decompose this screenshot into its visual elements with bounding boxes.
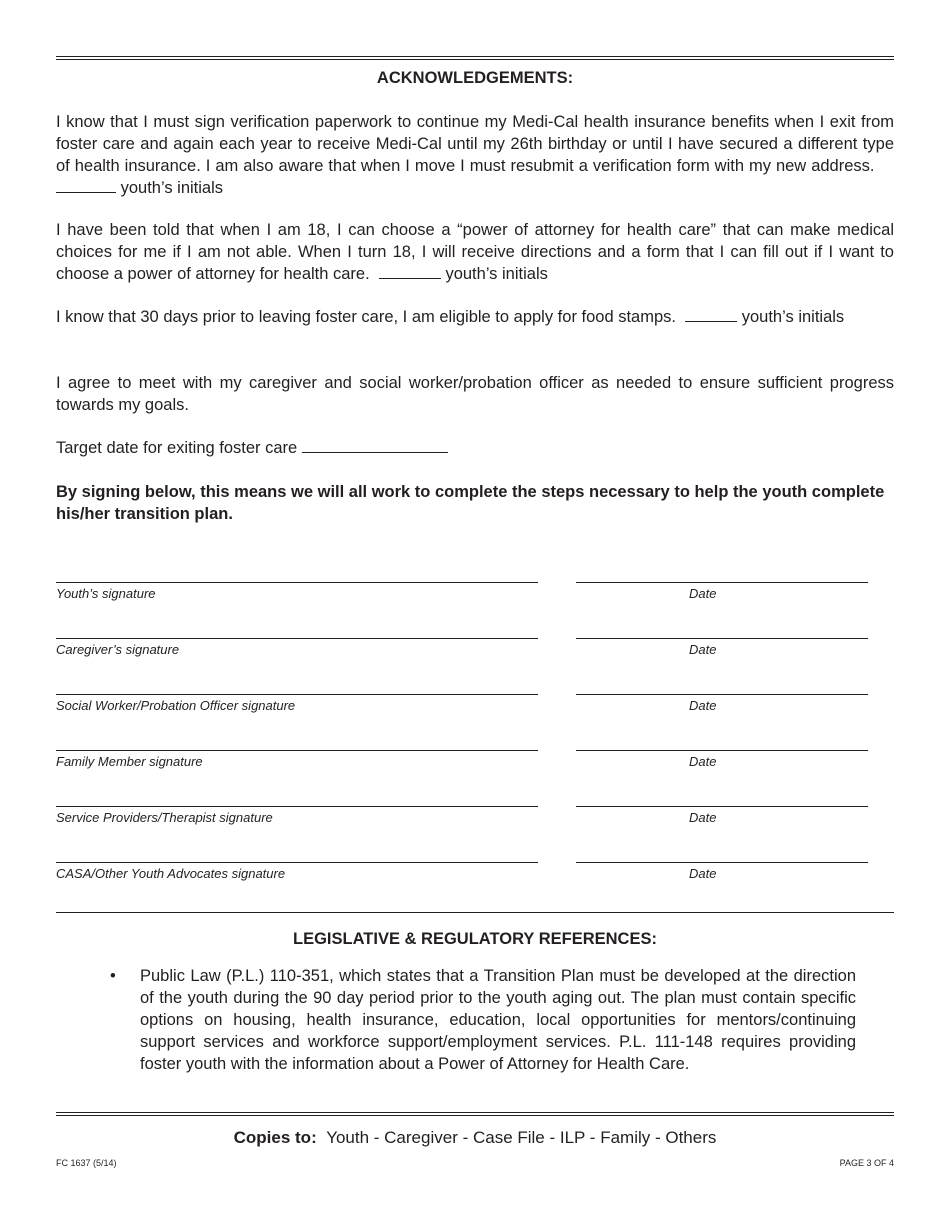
family-member-date-line[interactable] xyxy=(576,750,868,751)
medi-cal-text: I know that I must sign verification paperwork to continue my Medi-Cal health insurance benefits when I exit from foster care and again each year to receive Medi-Cal until my 26th birthday or until I have secured a different type of health insurance. I am also aware that when I move I must resubmit a verification form with my new address. xyxy=(56,113,894,175)
youth-signature-label: Youth’s signature xyxy=(56,586,156,601)
power-of-attorney-paragraph xyxy=(56,219,894,285)
service-provider-date-label: Date xyxy=(689,810,717,825)
casa-date-label: Date xyxy=(689,866,717,881)
family-member-date-label: Date xyxy=(689,754,717,769)
power-of-attorney-initials-blank[interactable] xyxy=(379,264,441,279)
family-member-signature-line[interactable] xyxy=(56,750,538,751)
social-worker-signature-label: Social Worker/Probation Officer signature xyxy=(56,698,296,713)
page-number: PAGE 3 OF 4 xyxy=(839,1158,894,1168)
signature-row-social-worker xyxy=(56,694,894,724)
youth-date-line[interactable] xyxy=(576,582,868,583)
bottom-double-rule xyxy=(56,1112,894,1116)
top-double-rule xyxy=(56,56,894,60)
signature-row-caregiver xyxy=(56,638,894,668)
caregiver-signature-line[interactable] xyxy=(56,638,538,639)
signature-row-service-provider xyxy=(56,806,894,836)
signature-row-casa xyxy=(56,862,894,892)
caregiver-date-line[interactable] xyxy=(576,638,868,639)
signature-row-family-member xyxy=(56,750,894,780)
service-provider-date-line[interactable] xyxy=(576,806,868,807)
social-worker-signature-line[interactable] xyxy=(56,694,538,695)
power-of-attorney-text: I have been told that when I am 18, I can choose a “power of attorney for health care” that can make medical choices for me if I am not able. When I turn 18, I will receive directions and a form that I can fill out if I want to choose a power of attorney for health care. xyxy=(56,221,894,283)
family-member-signature-label: Family Member signature xyxy=(56,754,203,769)
casa-signature-label: CASA/Other Youth Advocates signature xyxy=(56,866,286,881)
social-worker-date-line[interactable] xyxy=(576,694,868,695)
youth-signature-line[interactable] xyxy=(56,582,538,583)
medi-cal-initials-blank[interactable] xyxy=(56,178,116,193)
target-date-blank[interactable] xyxy=(302,438,448,453)
caregiver-date-label: Date xyxy=(689,642,717,657)
target-date-label: Target date for exiting foster care xyxy=(56,439,298,457)
references-divider xyxy=(56,912,894,913)
medi-cal-initials-label: youth’s initials xyxy=(120,179,224,197)
copies-list: Youth - Caregiver - Case File - ILP - Family - Others xyxy=(326,1128,717,1147)
form-id: FC 1637 (5/14) xyxy=(56,1158,117,1168)
copies-label: Copies to: xyxy=(233,1128,317,1147)
bullet-icon: • xyxy=(110,967,116,985)
signing-statement: By signing below, this means we will all work to complete the steps necessary to help the youth complete his/her transition plan. xyxy=(56,483,885,523)
youth-date-label: Date xyxy=(689,586,717,601)
public-law-reference-text: Public Law (P.L.) 110-351, which states that a Transition Plan must be developed at the direction of the youth during the 90 day period prior to the youth aging out. The plan must contain specific options on housing, health insurance, education, local opportunities for mentors/continuing support services and workforce support/employment services. P.L. 111-148 requires providing foster youth with the information about a Power of Attorney for Health Care. xyxy=(140,967,856,1073)
medi-cal-paragraph xyxy=(56,111,894,199)
references-heading: LEGISLATIVE & REGULATORY REFERENCES: xyxy=(293,930,657,948)
caregiver-meeting-paragraph: I agree to meet with my caregiver and social worker/probation officer as needed to ensure sufficient progress towards my goals. xyxy=(56,374,894,414)
copies-distribution xyxy=(56,1127,894,1149)
signature-row-youth xyxy=(56,582,894,612)
social-worker-date-label: Date xyxy=(689,698,717,713)
power-of-attorney-initials-label: youth’s initials xyxy=(445,265,548,283)
food-stamps-text: I know that 30 days prior to leaving foster care, I am eligible to apply for food stamps. xyxy=(56,308,676,326)
casa-signature-line[interactable] xyxy=(56,862,538,863)
casa-date-line[interactable] xyxy=(576,862,868,863)
service-provider-signature-line[interactable] xyxy=(56,806,538,807)
form-page xyxy=(56,0,894,1230)
acknowledgements-heading: ACKNOWLEDGEMENTS: xyxy=(376,69,574,87)
food-stamps-initials-label: youth’s initials xyxy=(741,308,845,326)
service-provider-signature-label: Service Providers/Therapist signature xyxy=(56,810,273,825)
food-stamps-paragraph xyxy=(56,306,894,328)
target-date-line xyxy=(56,437,894,459)
caregiver-signature-label: Caregiver’s signature xyxy=(56,642,180,657)
food-stamps-initials-blank[interactable] xyxy=(685,307,737,322)
